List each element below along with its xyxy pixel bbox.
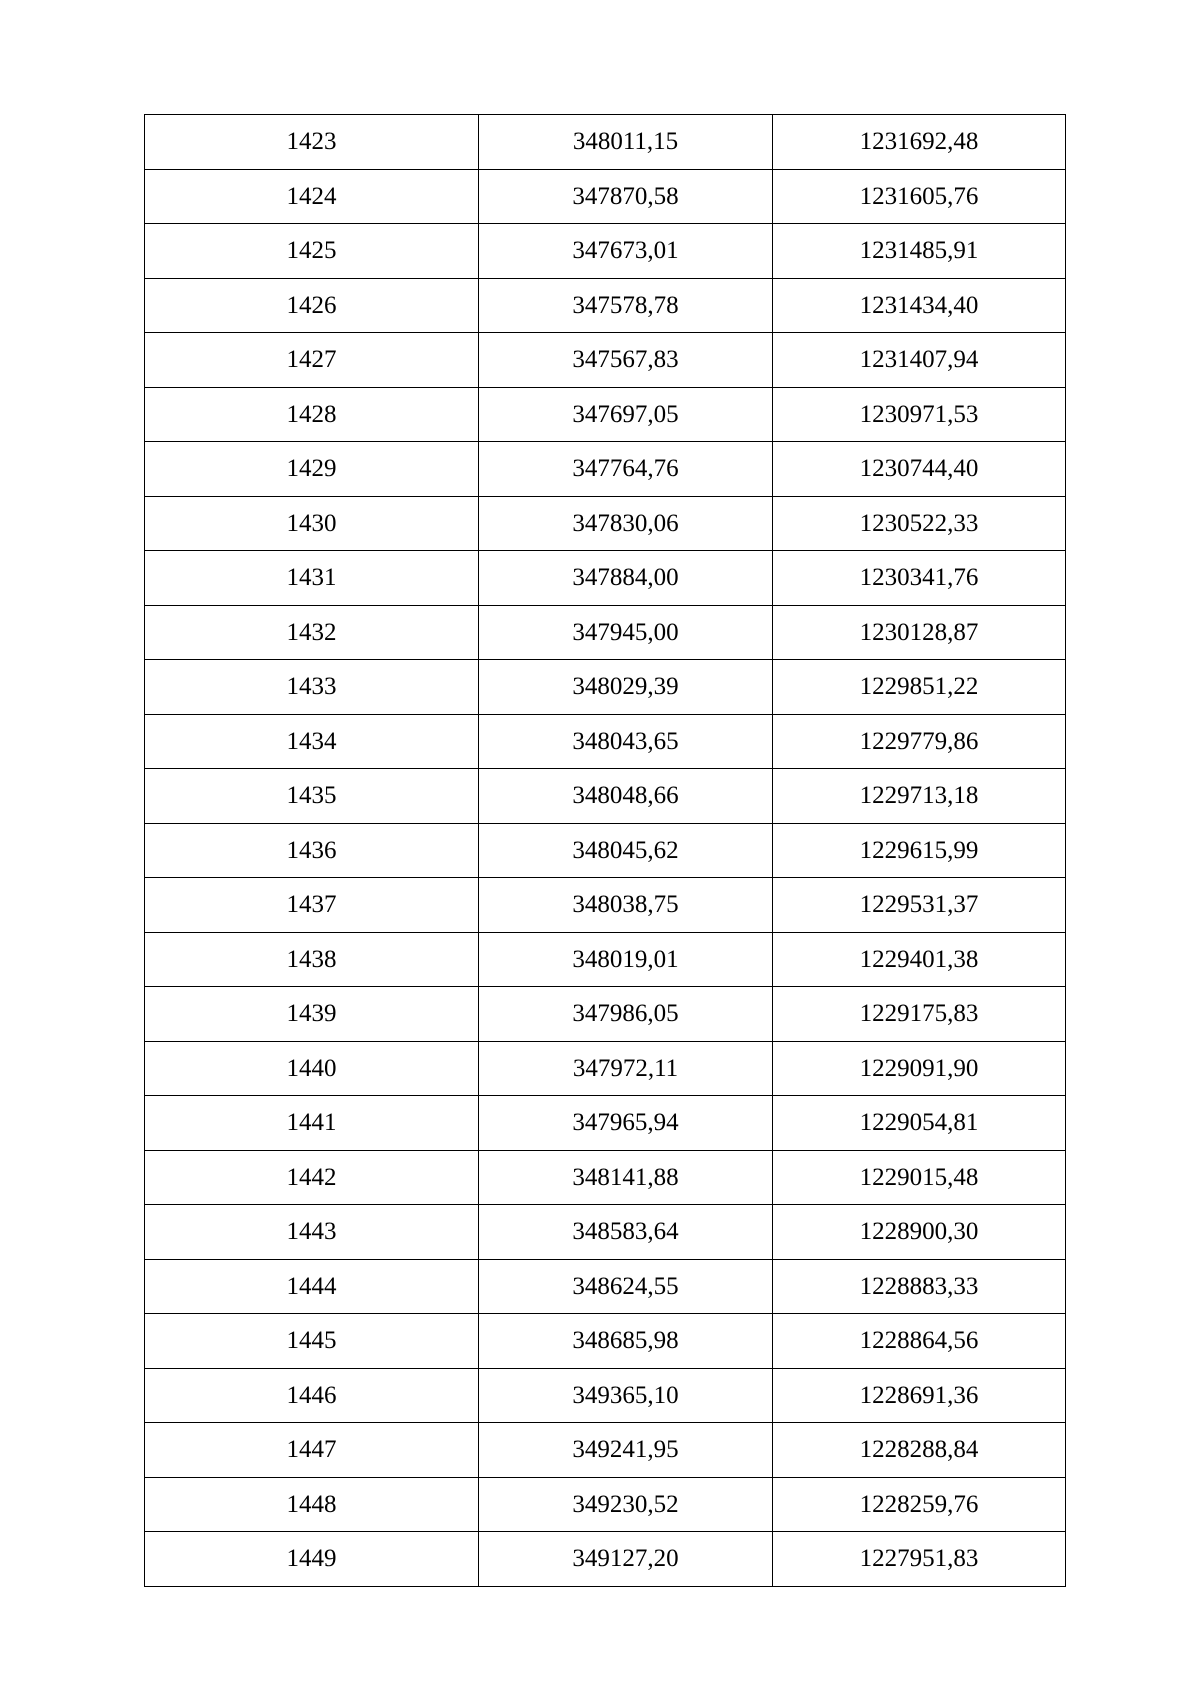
table-row (145, 1423, 1066, 1478)
y-coordinate-cell: 1228259,76 (773, 1477, 1066, 1532)
x-coordinate-cell: 348685,98 (479, 1314, 773, 1369)
point-number-cell: 1441 (145, 1096, 479, 1151)
x-coordinate-cell: 347965,94 (479, 1096, 773, 1151)
x-coordinate-cell: 347673,01 (479, 224, 773, 279)
x-coordinate-cell: 348141,88 (479, 1150, 773, 1205)
x-coordinate-cell: 347830,06 (479, 496, 773, 551)
point-number-cell: 1436 (145, 823, 479, 878)
point-number-cell: 1435 (145, 769, 479, 824)
table-row (145, 169, 1066, 224)
table-row (145, 115, 1066, 170)
x-coordinate-cell: 347567,83 (479, 333, 773, 388)
y-coordinate-cell: 1230744,40 (773, 442, 1066, 497)
y-coordinate-cell: 1228691,36 (773, 1368, 1066, 1423)
x-coordinate-cell: 349127,20 (479, 1532, 773, 1587)
y-coordinate-cell: 1228288,84 (773, 1423, 1066, 1478)
y-coordinate-cell: 1230971,53 (773, 387, 1066, 442)
y-coordinate-cell: 1229713,18 (773, 769, 1066, 824)
table-row (145, 660, 1066, 715)
x-coordinate-cell: 347945,00 (479, 605, 773, 660)
y-coordinate-cell: 1229091,90 (773, 1041, 1066, 1096)
table-row (145, 605, 1066, 660)
point-number-cell: 1444 (145, 1259, 479, 1314)
x-coordinate-cell: 348038,75 (479, 878, 773, 933)
x-coordinate-cell: 348583,64 (479, 1205, 773, 1260)
point-number-cell: 1431 (145, 551, 479, 606)
y-coordinate-cell: 1228864,56 (773, 1314, 1066, 1369)
point-number-cell: 1427 (145, 333, 479, 388)
point-number-cell: 1443 (145, 1205, 479, 1260)
table-row (145, 714, 1066, 769)
table-row (145, 387, 1066, 442)
point-number-cell: 1425 (145, 224, 479, 279)
table-row (145, 932, 1066, 987)
table-row (145, 278, 1066, 333)
y-coordinate-cell: 1231485,91 (773, 224, 1066, 279)
y-coordinate-cell: 1230522,33 (773, 496, 1066, 551)
point-number-cell: 1449 (145, 1532, 479, 1587)
y-coordinate-cell: 1229531,37 (773, 878, 1066, 933)
x-coordinate-cell: 347972,11 (479, 1041, 773, 1096)
table-row (145, 1150, 1066, 1205)
point-number-cell: 1448 (145, 1477, 479, 1532)
point-number-cell: 1447 (145, 1423, 479, 1478)
table-row (145, 1314, 1066, 1369)
point-number-cell: 1428 (145, 387, 479, 442)
y-coordinate-cell: 1229401,38 (773, 932, 1066, 987)
point-number-cell: 1423 (145, 115, 479, 170)
y-coordinate-cell: 1229015,48 (773, 1150, 1066, 1205)
table-row (145, 823, 1066, 878)
x-coordinate-cell: 347697,05 (479, 387, 773, 442)
point-number-cell: 1439 (145, 987, 479, 1042)
coordinates-table-body (145, 115, 1066, 1587)
point-number-cell: 1426 (145, 278, 479, 333)
table-row (145, 333, 1066, 388)
table-row (145, 496, 1066, 551)
point-number-cell: 1442 (145, 1150, 479, 1205)
y-coordinate-cell: 1231434,40 (773, 278, 1066, 333)
point-number-cell: 1424 (145, 169, 479, 224)
point-number-cell: 1433 (145, 660, 479, 715)
x-coordinate-cell: 347986,05 (479, 987, 773, 1042)
y-coordinate-cell: 1230128,87 (773, 605, 1066, 660)
y-coordinate-cell: 1231692,48 (773, 115, 1066, 170)
y-coordinate-cell: 1228900,30 (773, 1205, 1066, 1260)
table-row (145, 1532, 1066, 1587)
x-coordinate-cell: 348043,65 (479, 714, 773, 769)
point-number-cell: 1440 (145, 1041, 479, 1096)
y-coordinate-cell: 1227951,83 (773, 1532, 1066, 1587)
x-coordinate-cell: 347764,76 (479, 442, 773, 497)
table-row (145, 224, 1066, 279)
x-coordinate-cell: 348624,55 (479, 1259, 773, 1314)
point-number-cell: 1437 (145, 878, 479, 933)
table-row (145, 442, 1066, 497)
x-coordinate-cell: 348011,15 (479, 115, 773, 170)
y-coordinate-cell: 1230341,76 (773, 551, 1066, 606)
x-coordinate-cell: 349365,10 (479, 1368, 773, 1423)
point-number-cell: 1434 (145, 714, 479, 769)
table-row (145, 551, 1066, 606)
x-coordinate-cell: 347578,78 (479, 278, 773, 333)
y-coordinate-cell: 1229779,86 (773, 714, 1066, 769)
x-coordinate-cell: 348019,01 (479, 932, 773, 987)
y-coordinate-cell: 1231407,94 (773, 333, 1066, 388)
table-row (145, 878, 1066, 933)
point-number-cell: 1446 (145, 1368, 479, 1423)
x-coordinate-cell: 348045,62 (479, 823, 773, 878)
y-coordinate-cell: 1229615,99 (773, 823, 1066, 878)
table-row (145, 1477, 1066, 1532)
point-number-cell: 1430 (145, 496, 479, 551)
table-row (145, 769, 1066, 824)
coordinates-table (144, 114, 1066, 1587)
x-coordinate-cell: 347870,58 (479, 169, 773, 224)
point-number-cell: 1432 (145, 605, 479, 660)
table-row (145, 1205, 1066, 1260)
x-coordinate-cell: 349230,52 (479, 1477, 773, 1532)
point-number-cell: 1429 (145, 442, 479, 497)
table-row (145, 1368, 1066, 1423)
y-coordinate-cell: 1229175,83 (773, 987, 1066, 1042)
table-row (145, 1041, 1066, 1096)
y-coordinate-cell: 1229851,22 (773, 660, 1066, 715)
x-coordinate-cell: 347884,00 (479, 551, 773, 606)
table-row (145, 1096, 1066, 1151)
point-number-cell: 1438 (145, 932, 479, 987)
table-row (145, 987, 1066, 1042)
x-coordinate-cell: 348048,66 (479, 769, 773, 824)
x-coordinate-cell: 348029,39 (479, 660, 773, 715)
y-coordinate-cell: 1229054,81 (773, 1096, 1066, 1151)
table-row (145, 1259, 1066, 1314)
y-coordinate-cell: 1228883,33 (773, 1259, 1066, 1314)
x-coordinate-cell: 349241,95 (479, 1423, 773, 1478)
point-number-cell: 1445 (145, 1314, 479, 1369)
y-coordinate-cell: 1231605,76 (773, 169, 1066, 224)
